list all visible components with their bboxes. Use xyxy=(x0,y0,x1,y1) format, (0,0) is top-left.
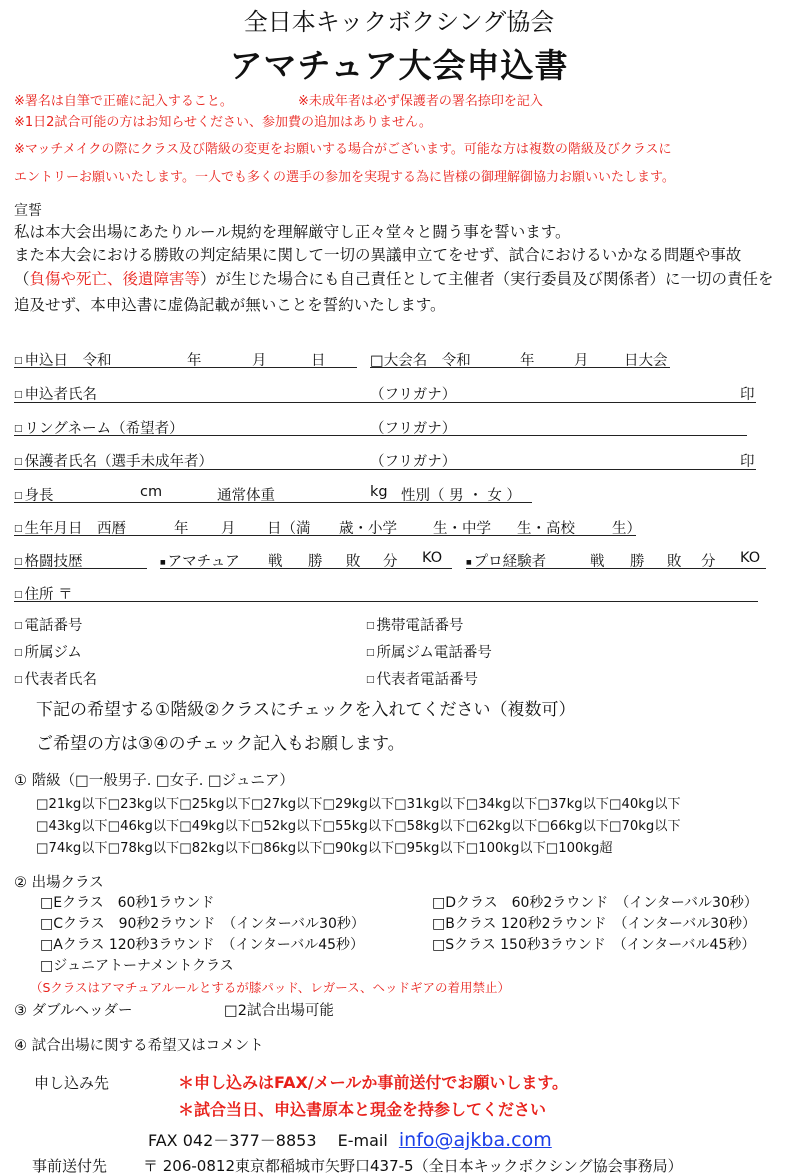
instruction-line-1: 下記の希望する①階級②クラスにチェックを入れてください（複数可） xyxy=(36,700,576,720)
class-s-note: （Sクラスはアマチュアルールとするが膝パッド、レガース、ヘッドギアの着用禁止） xyxy=(30,980,511,995)
grade-high-label: 生・高校 xyxy=(517,521,575,537)
ring-name-field[interactable]: □ リングネーム（希望者） xyxy=(14,421,184,437)
mobile-field[interactable]: □ 携帯電話番号 xyxy=(366,618,464,634)
pro-ko-label: KO xyxy=(740,550,761,566)
amateur-draws-label: 分 xyxy=(383,554,398,570)
birth-underline xyxy=(14,535,636,536)
pledge-heading: 宣誓 xyxy=(14,203,42,219)
grade-middle-label: 生・中学 xyxy=(433,521,491,537)
event-day-label: 日大会 xyxy=(624,353,668,369)
event-year-label: 年 xyxy=(520,353,535,369)
pro-draws-label: 分 xyxy=(701,554,716,570)
height-underline xyxy=(14,502,532,503)
ring-name-underline xyxy=(14,435,747,436)
class-a-option[interactable]: □Aクラス 120秒3ラウンド （インターバル45秒） xyxy=(40,937,365,953)
note-matchmake-1: ※マッチメイクの際にクラス及び階級の変更をお願いする場合がございます。可能な方は複数の階級及びクラスに xyxy=(14,142,672,157)
weight-unit: kg xyxy=(370,484,388,500)
guardian-name-field[interactable]: □ 保護者氏名（選手未成年者） xyxy=(14,454,214,470)
weight-row-1[interactable]: □21kg以下□23kg以下□25kg以下□27kg以下□29kg以下□31kg以下□34kg以下□37kg以下□40kg以下 xyxy=(36,797,681,812)
double-header-option[interactable]: □2試合出場可能 xyxy=(224,1003,334,1019)
email-link[interactable]: info@ajkba.com xyxy=(398,1129,552,1151)
birthdate-field[interactable]: □ 生年月日 西暦 xyxy=(14,521,127,537)
ring-name-furigana-label: （フリガナ） xyxy=(370,421,457,437)
height-field[interactable]: □ 身長 xyxy=(14,488,54,504)
height-unit: cm xyxy=(140,484,163,500)
apply-note-1: ＊申し込みはFAX/メールか事前送付でお願いします。 xyxy=(178,1073,569,1092)
class-junior-option[interactable]: □ジュニアトーナメントクラス xyxy=(40,958,234,974)
applicant-underline xyxy=(14,402,756,403)
pro-record-field[interactable]: ■ プロ経験者 xyxy=(466,554,547,570)
note-minor: ※未成年者は必ず保護者の署名捺印を記入 xyxy=(298,94,543,109)
pro-bouts-label: 戦 xyxy=(590,554,605,570)
age-elementary-label: 歳・小学 xyxy=(339,521,397,537)
weight-row-2[interactable]: □43kg以下□46kg以下□49kg以下□52kg以下□55kg以下□58kg以下□62kg以下□66kg以下□70kg以下 xyxy=(36,819,681,834)
amateur-record-field[interactable]: ■ アマチュア xyxy=(160,554,240,570)
gym-phone-field[interactable]: □ 所属ジム電話番号 xyxy=(366,645,492,661)
address-field[interactable]: □ 住所 〒 xyxy=(14,587,73,603)
apply-label: 申し込み先 xyxy=(34,1074,110,1092)
class-s-option[interactable]: □Sクラス 150秒3ラウンド （インターバル45秒） xyxy=(432,937,756,953)
organization-name: 全日本キックボクシング協会 xyxy=(243,8,555,36)
form-title: アマチュア大会申込書 xyxy=(229,46,569,85)
gender-field[interactable]: 性別（ 男 ・ 女 ） xyxy=(401,488,521,504)
pledge-line-4: 追及せず、本申込書に虚偽記載が無いことを誓約いたします。 xyxy=(14,296,446,314)
apply-note-2: ＊試合当日、申込書原本と現金を持参してください xyxy=(178,1100,547,1119)
gym-field[interactable]: □ 所属ジム xyxy=(14,645,82,661)
class-e-option[interactable]: □Eクラス 60秒1ラウンド xyxy=(40,895,215,911)
applicant-seal-label: 印 xyxy=(740,387,755,403)
amateur-bouts-label: 戦 xyxy=(268,554,283,570)
pro-losses-label: 敗 xyxy=(667,554,682,570)
event-underline xyxy=(370,367,670,368)
class-c-option[interactable]: □Cクラス 90秒2ラウンド （インターバル30秒） xyxy=(40,916,365,932)
amateur-losses-label: 敗 xyxy=(346,554,361,570)
amateur-underline xyxy=(160,568,452,569)
note-signature: ※署名は自筆で正確に記入すること。 xyxy=(14,94,233,109)
class-d-option[interactable]: □Dクラス 60秒2ラウンド （インターバル30秒） xyxy=(432,895,758,911)
grade-end-label: 生） xyxy=(612,521,641,537)
applicant-name-field[interactable]: □ 申込者氏名 xyxy=(14,387,98,403)
pledge-line-3: （負傷や死亡、後遺障害等）が生じた場合にも自己責任として主催者（実行委員及び関係者）に一切の責任を xyxy=(14,270,774,288)
event-name-field[interactable]: □大会名 令和 xyxy=(370,353,471,369)
representative-phone-field[interactable]: □ 代表者電話番号 xyxy=(366,672,479,688)
pro-underline xyxy=(466,568,766,569)
birth-day-age-label: 日（満 xyxy=(267,521,311,537)
class-b-option[interactable]: □Bクラス 120秒2ラウンド （インターバル30秒） xyxy=(432,916,757,932)
send-address: 〒 206-0812東京都稲城市矢野口437-5（全日本キックボクシング協会事務局） xyxy=(143,1157,683,1175)
comment-heading: ④ 試合出場に関する希望又はコメント xyxy=(14,1038,264,1054)
pledge-line-1: 私は本大会出場にあたりルール規約を理解厳守し正々堂々と闘う事を誓います。 xyxy=(14,223,571,241)
phone-field[interactable]: □ 電話番号 xyxy=(14,618,83,634)
double-header-heading: ③ ダブルヘッダー xyxy=(14,1003,133,1019)
weight-class-heading[interactable]: ① 階級（□一般男子. □女子. □ジュニア） xyxy=(14,773,294,789)
weight-field[interactable]: 通常体重 xyxy=(217,488,275,504)
career-field[interactable]: □ 格闘技歴 xyxy=(14,554,83,570)
send-label: 事前送付先 xyxy=(32,1157,108,1175)
amateur-ko-label: KO xyxy=(422,550,443,566)
instruction-line-2: ご希望の方は③④のチェック記入もお願します。 xyxy=(36,734,405,754)
date-year-label: 年 xyxy=(187,353,202,369)
note-matchmake-2: エントリーお願いいたします。一人でも多くの選手の参加を実現する為に皆様の御理解御協力お願いいたします。 xyxy=(14,170,675,185)
guardian-seal-label: 印 xyxy=(740,454,755,470)
career-underline xyxy=(14,568,147,569)
weight-row-3[interactable]: □74kg以下□78kg以下□82kg以下□86kg以下□90kg以下□95kg以下□100kg以下□100kg超 xyxy=(36,841,613,856)
class-heading: ② 出場クラス xyxy=(14,875,104,891)
applicant-furigana-label: （フリガナ） xyxy=(370,387,457,403)
representative-field[interactable]: □ 代表者氏名 xyxy=(14,672,98,688)
pro-wins-label: 勝 xyxy=(630,554,645,570)
address-underline xyxy=(14,601,758,602)
application-date-field[interactable]: □ 申込日 令和 xyxy=(14,353,112,369)
pledge-line-2: また本大会における勝敗の判定結果に関して一切の異議申立てをせず、試合におけるいかなる問題や事故 xyxy=(14,246,742,264)
date-day-label: 日 xyxy=(311,353,326,369)
event-month-label: 月 xyxy=(574,353,589,369)
guardian-furigana-label: （フリガナ） xyxy=(370,454,457,470)
birth-month-label: 月 xyxy=(221,521,236,537)
fax-email-line: FAX 042－377－8853 E-mail info@ajkba.com xyxy=(148,1129,552,1151)
birth-year-label: 年 xyxy=(174,521,189,537)
note-double-match: ※1日2試合可能の方はお知らせください、参加費の追加はありません。 xyxy=(14,115,432,130)
date-month-label: 月 xyxy=(252,353,267,369)
guardian-underline xyxy=(14,469,756,470)
date-underline xyxy=(14,367,357,368)
amateur-wins-label: 勝 xyxy=(308,554,323,570)
